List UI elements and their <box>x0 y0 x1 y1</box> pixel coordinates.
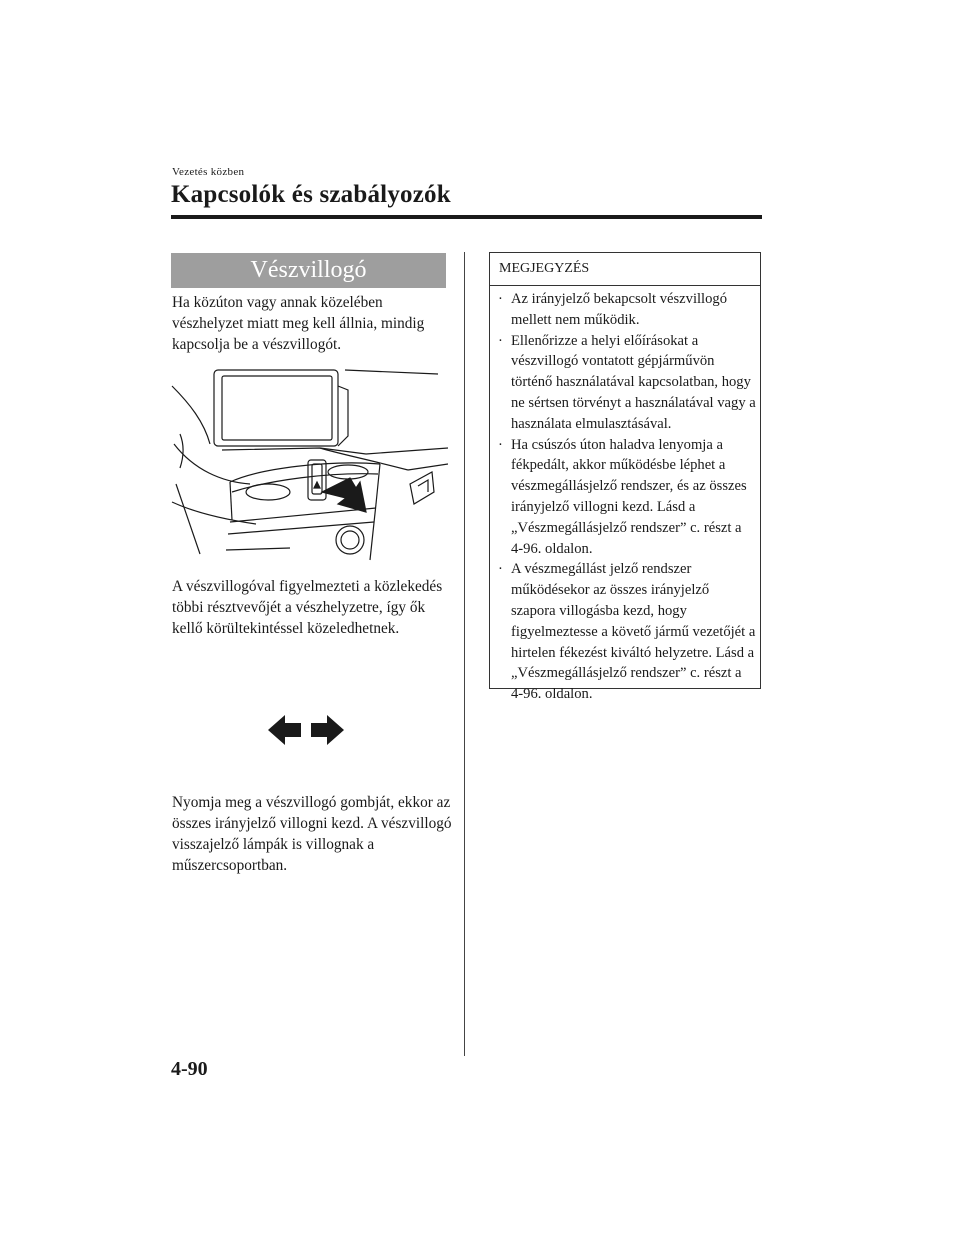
note-item <box>498 559 756 705</box>
note-box <box>489 252 761 703</box>
breadcrumb: Vezetés közben <box>172 166 245 178</box>
instruction-paragraph: Nyomja meg a vészvillogó gombját, ekkor az összes irányjelző villogni kezd. A vészvillogó visszajelző lámpák is villognak a műszercsoportban. <box>172 794 452 874</box>
note-list <box>498 289 756 705</box>
bullet-icon: · <box>498 561 503 578</box>
page-title: Kapcsolók és szabályozók <box>171 181 451 208</box>
section-heading: Vészvillogó <box>171 253 446 288</box>
title-rule <box>171 215 762 219</box>
note-item-text: Az irányjelző bekapcsolt vészvillogó mellett nem működik. <box>511 291 727 328</box>
hazard-switch-dashboard-illustration <box>170 364 448 568</box>
bullet-icon: · <box>498 436 503 453</box>
intro-paragraph: Ha közúton vagy annak közelében vészhelyzet miatt meg kell állnia, mindig kapcsolja be a vészvillogót. <box>172 294 425 353</box>
column-divider <box>464 252 465 1056</box>
note-item <box>498 331 756 435</box>
page-number: 4-90 <box>171 1058 208 1080</box>
note-item-text: Ellenőrizze a helyi előírásokat a vészvillogó vontatott gépjárművön történő használatával kapcsolatban, hogy ne sértsen törvényt a használatával vagy a használata elmulasztásával. <box>511 332 756 432</box>
note-item <box>498 289 756 331</box>
turn-signal-arrows-icon <box>268 714 344 746</box>
note-item-text: A vészmegállást jelző rendszer működésekor az összes irányjelző szapora villogásba kezd, hogy figyelmeztesse a követő jármű vezetőjét a hirtelen fékezést kiváltó helyzetre. Lásd a „Vészmegállásjelző rendszer” c. részt a 4-96. oldalon. <box>511 561 756 703</box>
note-item-text: Ha csúszós úton haladva lenyomja a fékpedált, akkor működésbe léphet a vészmegállásjelző rendszer, és az összes irányjelző villogni kezd. Lásd a „Vészmegállásjelző rendszer” c. részt a 4-96. oldalon. <box>511 436 747 557</box>
note-item <box>498 435 756 560</box>
bullet-icon: · <box>498 291 503 307</box>
bullet-icon: · <box>498 332 503 349</box>
warning-paragraph: A vészvillogóval figyelmezteti a közlekedés többi résztvevőjét a vészhelyzetre, így ők kellő körültekintéssel közeledhetnek. <box>172 578 443 637</box>
note-heading: MEGJEGYZÉS <box>490 253 760 286</box>
